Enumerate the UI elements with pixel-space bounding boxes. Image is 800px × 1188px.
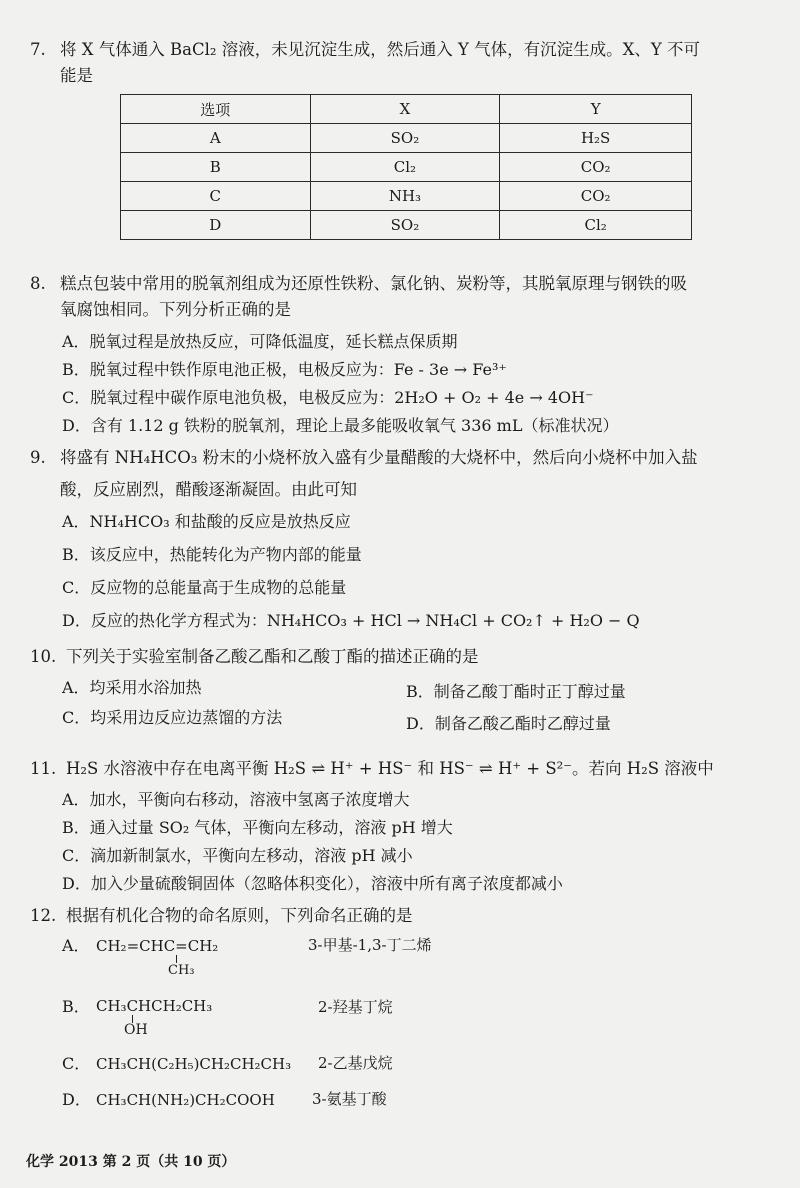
q10-option-a: A．均采用水浴加热 <box>62 678 202 697</box>
q8-option-b: B．脱氧过程中铁作原电池正极，电极反应为：Fe - 3e → Fe³⁺ <box>62 360 507 379</box>
page-footer: 化学 2013 第 2 页（共 10 页） <box>26 1154 236 1170</box>
q8-stem-line1: 糕点包装中常用的脱氧剂组成为还原性铁粉、氯化钠、炭粉等，其脱氧原理与钢铁的吸 <box>60 274 687 293</box>
table-cell: CO₂ <box>500 153 692 182</box>
table-cell: NH₃ <box>310 182 500 211</box>
q7-number: 7. <box>30 40 46 59</box>
q12-option-b-branch: OH <box>124 1022 148 1038</box>
q9-number: 9. <box>30 448 46 467</box>
q12-option-d-name: 3-氨基丁酸 <box>312 1090 387 1108</box>
table-cell: SO₂ <box>310 211 500 240</box>
q11-stem: H₂S 水溶液中存在电离平衡 H₂S ⇌ H⁺ + HS⁻ 和 HS⁻ ⇌ H⁺ + S²⁻。若向 H₂S 溶液中 <box>66 759 714 778</box>
q11-option-a: A．加水，平衡向右移动，溶液中氢离子浓度增大 <box>62 790 410 809</box>
table-cell: H₂S <box>500 124 692 153</box>
table-cell: C <box>121 182 311 211</box>
q12-option-b-letter: B． <box>62 997 90 1016</box>
q11-number: 11. <box>30 759 57 778</box>
q9-stem-line1: 将盛有 NH₄HCO₃ 粉末的小烧杯放入盛有少量醋酸的大烧杯中，然后向小烧杯中加入盐 <box>60 448 698 467</box>
table-header-cell: Y <box>500 95 692 124</box>
q12-stem: 根据有机化合物的命名原则，下列命名正确的是 <box>66 906 413 925</box>
q9-stem-line2: 酸，反应剧烈，醋酸逐渐凝固。由此可知 <box>60 480 357 499</box>
q8-option-c: C．脱氧过程中碳作原电池负极，电极反应为：2H₂O + O₂ + 4e → 4OH⁻ <box>62 388 594 407</box>
table-cell: A <box>121 124 311 153</box>
q10-option-b: B．制备乙酸丁酯时正丁醇过量 <box>406 682 626 701</box>
q10-number: 10. <box>30 647 57 666</box>
table-cell: Cl₂ <box>500 211 692 240</box>
q8-option-a: A．脱氧过程是放热反应，可降低温度，延长糕点保质期 <box>62 332 458 351</box>
q8-option-d: D．含有 1.12 g 铁粉的脱氧剂，理论上最多能吸收氧气 336 mL（标准状况） <box>62 416 619 435</box>
q9-option-a: A．NH₄HCO₃ 和盐酸的反应是放热反应 <box>62 512 351 531</box>
table-cell: SO₂ <box>310 124 500 153</box>
table-cell: D <box>121 211 311 240</box>
q10-option-c: C．均采用边反应边蒸馏的方法 <box>62 708 283 727</box>
q11-option-d: D．加入少量硫酸铜固体（忽略体积变化），溶液中所有离子浓度都减小 <box>62 874 563 893</box>
q7-options-table <box>120 94 692 240</box>
q8-number: 8. <box>30 274 46 293</box>
q10-option-d: D．制备乙酸乙酯时乙醇过量 <box>406 714 611 733</box>
q12-option-c-letter: C． <box>62 1054 91 1073</box>
q12-option-b-formula: CH₃CHCH₂CH₃ <box>96 997 213 1015</box>
q12-option-a-formula: CH₂=CHC=CH₂ <box>96 937 219 955</box>
table-cell: CO₂ <box>500 182 692 211</box>
q9-option-d: D．反应的热化学方程式为：NH₄HCO₃ + HCl → NH₄Cl + CO₂↑ + H₂O − Q <box>62 611 640 630</box>
q12-option-a-letter: A． <box>62 936 90 955</box>
table-header-cell: 选项 <box>121 95 311 124</box>
q11-option-b: B．通入过量 SO₂ 气体，平衡向左移动，溶液 pH 增大 <box>62 818 453 837</box>
table-row <box>121 182 692 211</box>
q10-stem: 下列关于实验室制备乙酸乙酯和乙酸丁酯的描述正确的是 <box>66 647 479 666</box>
q8-stem-line2: 氧腐蚀相同。下列分析正确的是 <box>60 300 291 319</box>
q12-option-d-formula: CH₃CH(NH₂)CH₂COOH <box>96 1091 275 1109</box>
table-cell: B <box>121 153 311 182</box>
q12-option-c-name: 2-乙基戊烷 <box>318 1054 393 1072</box>
q11-option-c: C．滴加新制氯水，平衡向左移动，溶液 pH 减小 <box>62 846 413 865</box>
q12-option-b-name: 2-羟基丁烷 <box>318 998 393 1016</box>
table-row <box>121 153 692 182</box>
table-header-cell: X <box>310 95 500 124</box>
q9-option-b: B．该反应中，热能转化为产物内部的能量 <box>62 545 362 564</box>
q12-option-a-name: 3-甲基-1,3-丁二烯 <box>308 936 432 954</box>
q9-option-c: C．反应物的总能量高于生成物的总能量 <box>62 578 347 597</box>
q12-option-d-letter: D． <box>62 1090 91 1109</box>
table-cell: Cl₂ <box>310 153 500 182</box>
q12-option-c-formula: CH₃CH(C₂H₅)CH₂CH₂CH₃ <box>96 1055 292 1073</box>
table-header-row <box>121 95 692 124</box>
table-row <box>121 211 692 240</box>
q7-stem-line2: 能是 <box>60 66 93 85</box>
q12-number: 12. <box>30 906 57 925</box>
q7-stem-line1: 将 X 气体通入 BaCl₂ 溶液，未见沉淀生成，然后通入 Y 气体，有沉淀生成。X、Y 不可 <box>60 40 700 59</box>
q12-option-a-branch: CH₃ <box>168 963 195 978</box>
table-row <box>121 124 692 153</box>
